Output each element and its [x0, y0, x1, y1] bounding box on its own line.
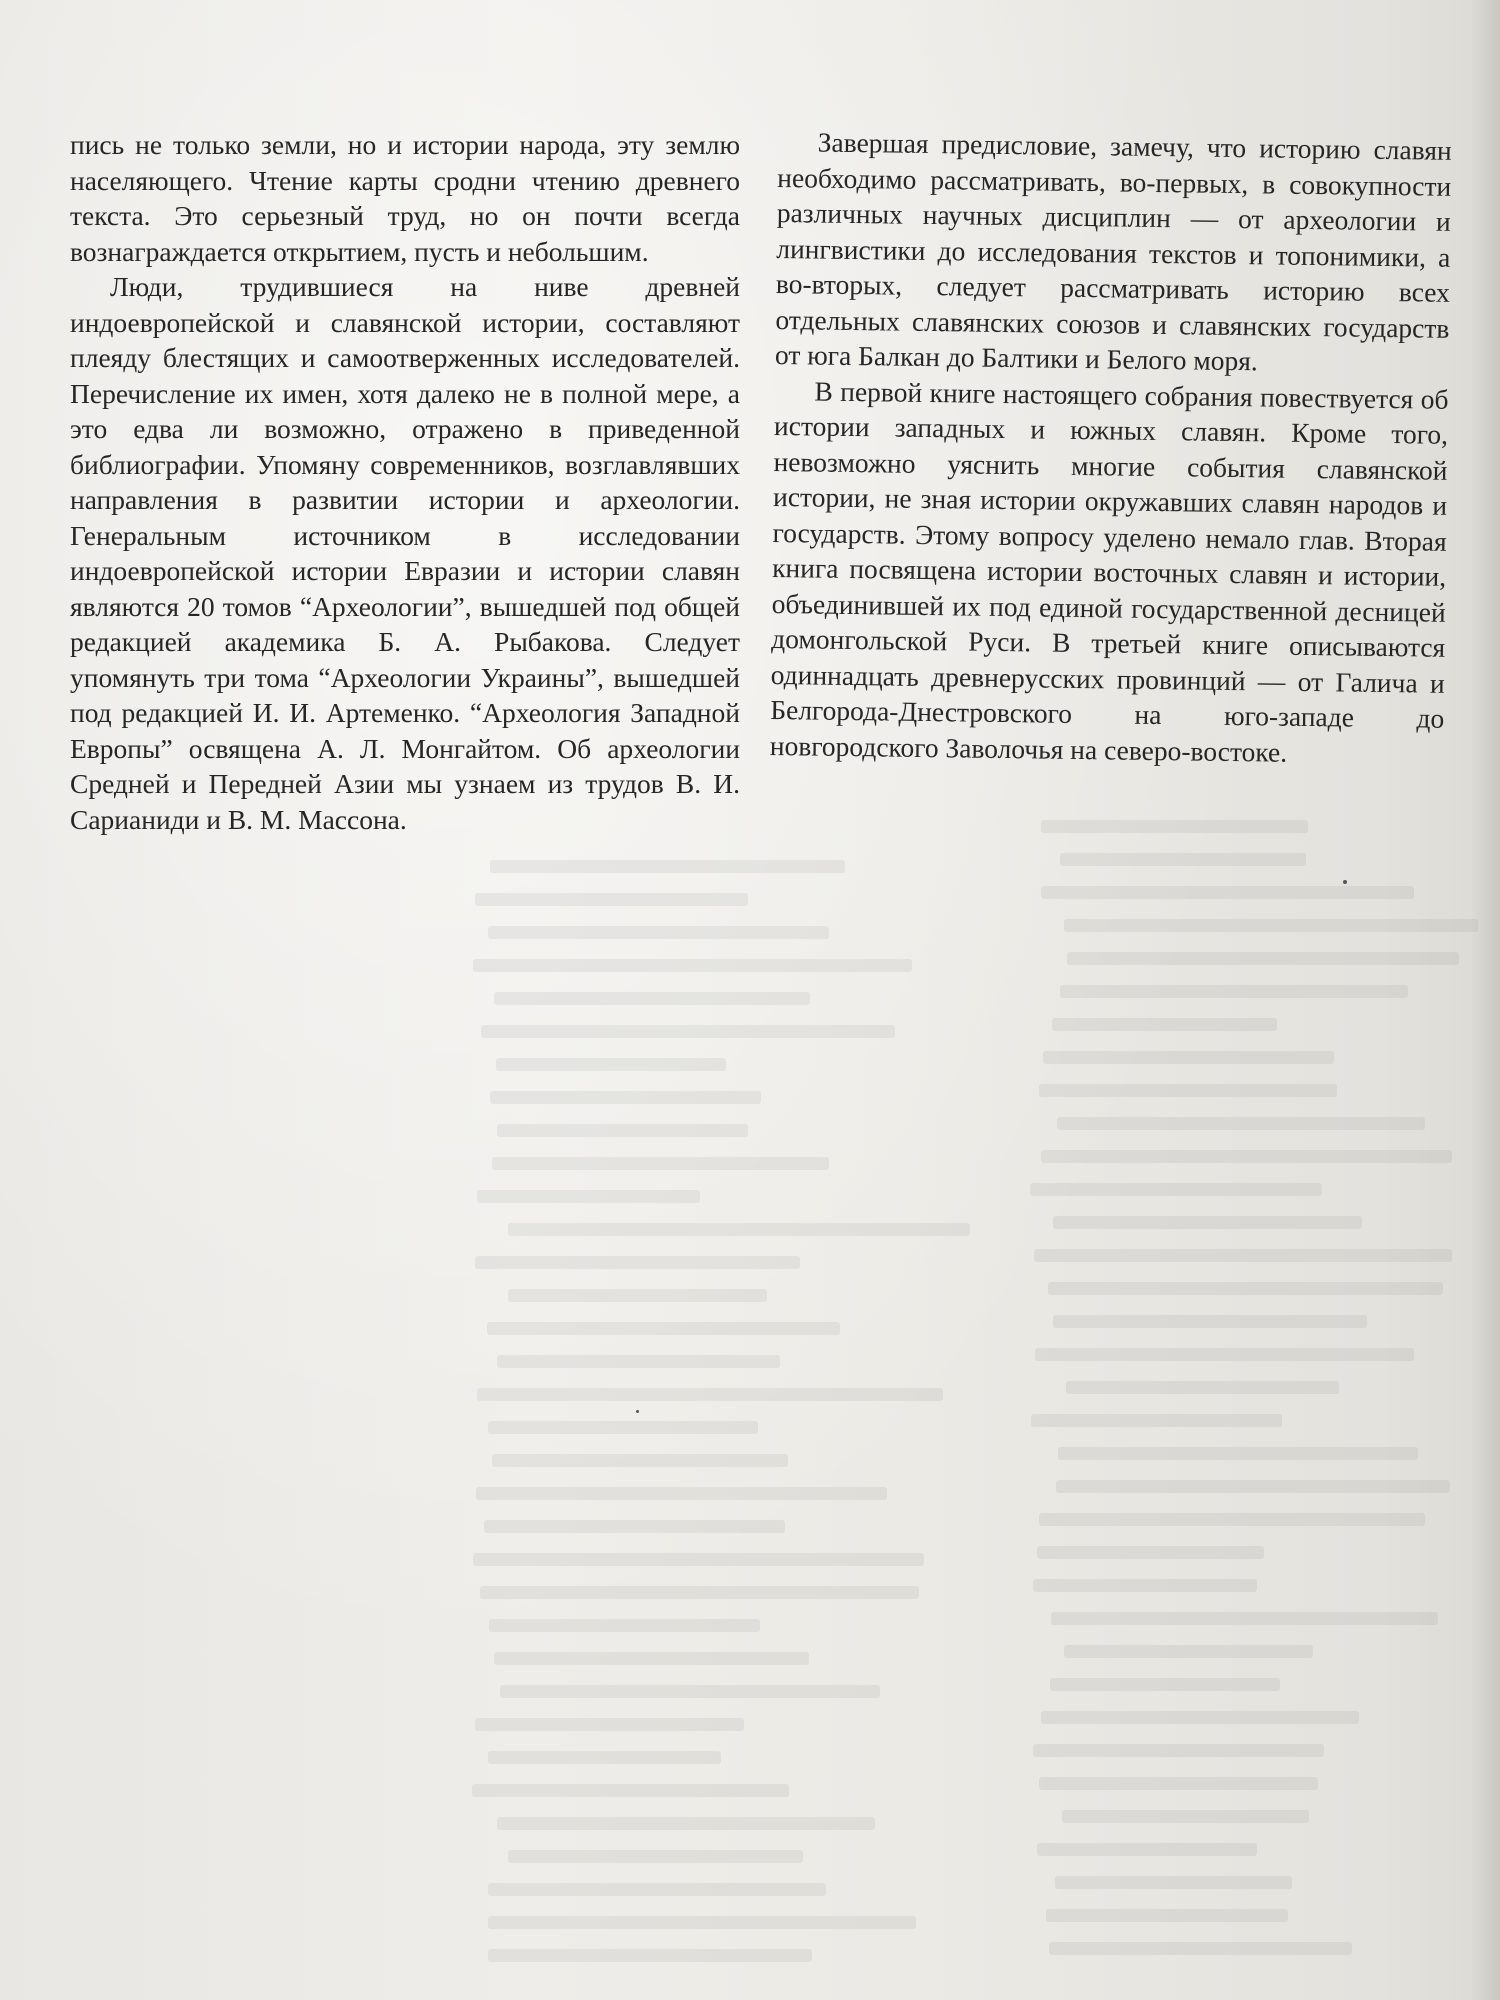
bleed-line	[1046, 1909, 1288, 1922]
bleed-line	[489, 1619, 760, 1632]
bleed-line	[1035, 1348, 1414, 1361]
page-edge-shadow	[1470, 0, 1500, 2000]
bleed-line	[487, 1322, 840, 1335]
bleed-line	[1041, 886, 1414, 899]
bleed-line	[500, 1685, 880, 1698]
bleed-line	[497, 1355, 780, 1368]
bleed-line	[473, 959, 912, 972]
bleed-line	[481, 1025, 894, 1038]
bleed-line	[1064, 1645, 1313, 1658]
bleed-line	[1052, 1018, 1277, 1031]
bleed-line	[477, 1190, 700, 1203]
bleed-line	[472, 1784, 789, 1797]
bleed-line	[1039, 1777, 1318, 1790]
paper-speck	[1343, 880, 1347, 884]
bleed-line	[488, 1916, 916, 1929]
bleed-line	[488, 1883, 827, 1896]
bleed-line	[1066, 1381, 1339, 1394]
bleed-line	[1057, 1117, 1424, 1130]
left-paragraph-2: Люди, трудившиеся на ниве древней индоевропейской и славянской истории, составляют плеяду блестящих и самоотверженных исследователей. Перечисление их имен, хотя далеко не в полной мере, а это едва ли возможно, отражено в приведенной библиографии. Упомяну современников, возглавлявших направления в развитии истории и археологии. Генеральным источником в исследовании индоевропейской истории Евразии и истории славян являются 20 томов “Археологии”, вышедшей под общей редакцией академика Б. А. Рыбакова. Следует упомянуть три тома “Археологии Украины”, вышедшей под редакцией И. И. Артеменко. “Археология Западной Европы” освящена А. Л. Монгайтом. Об археологии Средней и Передней Азии мы узнаем из трудов В. И. Сарианиди и В. М. Массона.	[70, 271, 740, 835]
bleed-line	[1030, 1183, 1322, 1196]
bleed-line	[496, 1058, 726, 1071]
right-paragraph-2: В первой книге настоящего собрания повествуется об истории западных и южных славян. Кроме того, невозможно уяснить многие события славянской истории, не зная истории окружавших славян народов и государств. Этому вопросу уделено немало глав. Вторая книга посвящена истории восточных славян и истории, объединившей их под единой государственной десницей домонгольской Руси. В третьей книге описываются одиннадцать древнерусских провинций — от Галича и Белгорода-Днестровского на юго-западе до новгородского Заволочья на северо-востоке.	[769, 375, 1449, 768]
bleed-line	[1043, 1051, 1334, 1064]
bleed-line	[497, 1817, 875, 1830]
bleed-line	[1041, 820, 1308, 833]
bleed-line	[1060, 985, 1408, 998]
bleed-line	[1051, 1612, 1437, 1625]
bleed-line	[1053, 1315, 1367, 1328]
bleed-line	[1039, 1084, 1338, 1097]
bleed-line	[1049, 1942, 1352, 1955]
bleed-line	[1034, 1249, 1452, 1262]
bleed-line	[1037, 1546, 1264, 1559]
left-paragraph-1: пись не только земли, но и истории народа, эту землю населяющего. Чтение карты сродни чтению древнего текста. Это серьезный труд, но он почти всегда вознаграждается открытием, пусть и небольшим.	[70, 129, 740, 267]
bleed-line	[508, 1850, 802, 1863]
bleed-line	[473, 1553, 924, 1566]
bleed-line	[1041, 1150, 1452, 1163]
bleed-line	[488, 926, 830, 939]
bleed-line	[492, 1157, 829, 1170]
bleed-line	[1050, 1678, 1280, 1691]
bleed-line	[1055, 1876, 1292, 1889]
bleed-line	[492, 1454, 788, 1467]
left-text-column	[70, 127, 740, 837]
bleed-line	[497, 1124, 748, 1137]
bleed-line	[1033, 1579, 1257, 1592]
bleed-line	[480, 1586, 920, 1599]
bleed-line	[1067, 952, 1459, 965]
bleed-line	[477, 1388, 943, 1401]
bleed-line	[488, 1751, 721, 1764]
bleed-line	[488, 1421, 758, 1434]
bleed-line	[1064, 919, 1478, 932]
bleed-line	[508, 1289, 767, 1302]
bleed-line	[508, 1223, 970, 1236]
bleed-line	[1056, 1480, 1450, 1493]
bleed-line	[1037, 1843, 1257, 1856]
bleed-line	[1031, 1414, 1282, 1427]
bleed-line	[494, 1652, 808, 1665]
bleed-line	[475, 1718, 743, 1731]
bleed-line	[475, 893, 748, 906]
bleed-line	[490, 1091, 761, 1104]
bleed-line	[1041, 1711, 1359, 1724]
right-text-column	[770, 124, 1452, 772]
bleed-line	[475, 1256, 800, 1269]
bleed-line	[1039, 1513, 1425, 1526]
bleed-line	[1053, 1216, 1361, 1229]
bleed-line	[1062, 1810, 1309, 1823]
bleed-line	[494, 992, 811, 1005]
bleed-line	[484, 1520, 785, 1533]
bleed-line	[476, 1487, 887, 1500]
bleed-line	[1060, 853, 1306, 866]
bleed-line	[1033, 1744, 1324, 1757]
bleed-line	[490, 860, 846, 873]
bleed-line	[488, 1949, 812, 1962]
bleed-line	[1048, 1282, 1442, 1295]
bleed-line	[1058, 1447, 1418, 1460]
right-paragraph-1: Завершая предисловие, замечу, что историю славян необходимо рассматривать, во-первых, в совокупности различных научных дисциплин — от археологии и лингвистики до исследования текстов и топонимики, а во-вторых, следует рассматривать историю всех отдельных славянских союзов и славянских государств от юга Балкан до Балтики и Белого моря.	[774, 126, 1452, 377]
paper-speck	[636, 1410, 639, 1413]
